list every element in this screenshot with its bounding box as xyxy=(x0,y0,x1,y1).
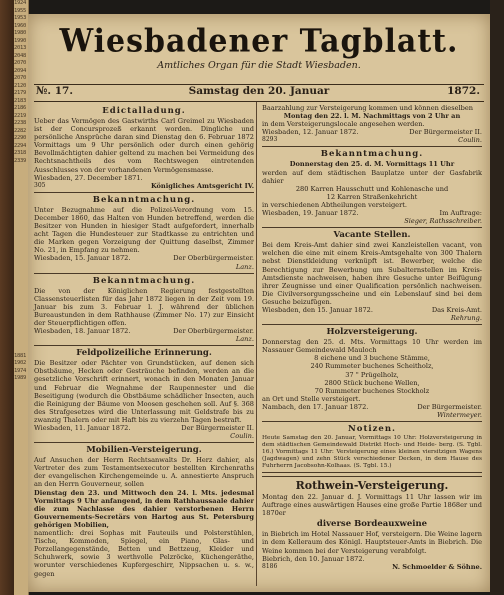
strip-number: 2120 xyxy=(14,82,27,89)
strip-number xyxy=(14,473,28,481)
strip-number: 2183 xyxy=(14,97,27,104)
notice-date: Wiesbaden, 19. Januar 1872. xyxy=(262,209,359,218)
strip-number: 2294 xyxy=(14,142,27,149)
issue-year: 1872. xyxy=(447,85,480,97)
notice-body: werden auf dem städtischen Bauplatze unter der Gasfabrik dahier xyxy=(262,168,482,185)
notice-body: Die von der Königlichen Regierung festgestellten Classensteuerlisten für das Jahr 1872 liegen in der Zeit vom 19. Januar bis zum 3. Februar l. J. während der üblichen Bureaustunden in dem Rathhause (Zimmer No. 17) zur Einsicht der Steuerpflichtigen offen. xyxy=(34,286,254,327)
divider xyxy=(262,146,482,147)
strip-number: 2219 xyxy=(14,112,27,119)
strip-number: 2179 xyxy=(14,90,27,96)
notice-item: 12 Karren Straßenkehricht xyxy=(326,192,418,201)
strip-number xyxy=(14,330,28,338)
notice-title: Feldpolizeiliche Erinnerung. xyxy=(76,348,212,359)
strip-number xyxy=(14,428,28,436)
notice-title: Holzversteigerung. xyxy=(326,327,418,338)
strip-number: 1955 xyxy=(14,7,27,14)
notice-date: Biebrich, den 10. Januar 1872. xyxy=(262,554,365,563)
notice-signature: Lanz. xyxy=(235,262,254,271)
strip-number xyxy=(14,383,28,391)
notice-mobilien xyxy=(34,445,254,577)
right-column xyxy=(262,104,482,573)
notice-title: Edictalladung. xyxy=(102,106,186,116)
divider xyxy=(34,442,254,443)
holz-item: 70 Rummeter buchenes Stockholz xyxy=(314,386,430,395)
strip-number xyxy=(14,300,28,308)
holz-item: 2800 Stück buchene Wellen, xyxy=(324,378,420,387)
notice-office: Der Oberbürgermeister. xyxy=(173,254,254,263)
notice-hundesteuer xyxy=(34,195,254,271)
strip-number xyxy=(14,540,28,548)
strip-number: 2238 xyxy=(14,120,27,126)
notice-highlight: diverse Bordeauxweine xyxy=(316,519,428,530)
notice-title: Bekanntmachung. xyxy=(92,275,196,286)
notice-office: Im Auftrage: xyxy=(439,209,482,218)
strip-number xyxy=(14,405,28,413)
notice-signature: Coulin. xyxy=(458,136,482,145)
strip-number xyxy=(14,578,28,586)
notice-signature: Coulin. xyxy=(230,432,254,441)
strip-number xyxy=(14,270,28,278)
strip-number: 2070 xyxy=(14,60,27,66)
notice-body: Ueber das Vermögen des Gastwirths Carl Greimel zu Wiesbaden ist der Concursprozeß erkannt worden. Dingliche und persönliche Ansprüche daran sind Dienstag den 6. Februar 1872 Vormittags um 9 Uhr persönlich oder durch einen gehörig Bevollmächtigten dahier geltend zu machen bei Vermeidung des Rechtsnachtheils des vom Rechtswegen eintretenden Ausschlusses von der vorhandenen Vermögensmasse. xyxy=(34,117,254,174)
strip-number xyxy=(14,218,28,226)
notice-body: Donnerstag den 25. d. Mts. Vormittags 10 Uhr werden im Nassauer Gemeindewald Mauloch xyxy=(262,338,482,355)
divider xyxy=(34,345,254,346)
notice-office: Der Oberbürgermeister. xyxy=(173,327,254,336)
strip-number xyxy=(14,563,28,571)
masthead xyxy=(28,24,490,71)
strip-number xyxy=(14,570,28,578)
notice-signature: Rehrung. xyxy=(450,314,482,323)
notice-date: Wiesbaden, 15. Januar 1872. xyxy=(34,254,131,263)
strip-number: 2318 xyxy=(14,150,27,156)
notice-body-highlight: Montag den 22. l. M. Nachmittags von 2 Uhr an xyxy=(283,112,461,121)
strip-number xyxy=(14,203,28,211)
strip-number xyxy=(14,510,28,518)
divider xyxy=(34,192,254,193)
strip-number xyxy=(14,458,28,466)
divider xyxy=(262,421,482,422)
strip-number xyxy=(14,210,28,218)
holz-item: 8 eichene und 3 buchene Stämme, xyxy=(314,354,430,363)
newspaper-subtitle: Amtliches Organ für die Stadt Wiesbaden. xyxy=(157,60,361,71)
strip-number: 1953 xyxy=(14,15,27,21)
notice-title: Bekanntmachung. xyxy=(320,149,424,160)
newspaper-title: Wiesbadener Tagblatt. xyxy=(59,23,459,60)
strip-number xyxy=(14,345,28,353)
notice-title: Mobilien-Versteigerung. xyxy=(86,445,202,456)
notice-item: 280 Karren Hausschutt und Kohlenasche und xyxy=(295,184,449,193)
strip-number xyxy=(14,263,28,271)
strip-number xyxy=(14,585,28,593)
holz-item: 37 " Prügelholz, xyxy=(345,370,399,379)
strip-number: 2290 xyxy=(14,135,27,141)
notice-date: Wiesbaden, den 15. Januar 1872. xyxy=(262,305,373,314)
notice-office: Das Kreis-Amt. xyxy=(431,305,482,314)
strip-number: 1881 xyxy=(14,352,27,359)
notice-body: Die Besitzer oder Pächter von Grundstücken, auf denen sich Obstbäume, Hecken oder Gesträuche befinden, werden an die gesetzliche Vorschrift erinnert, wonach in den Monaten Januar und Februar die Wegnahme der Raupennester und die Beseitigung (wodurch die Obstbäume schädlicher Insecten, auch die Reinigung der Bäume von Moosen geschehen soll. Auf §. 368 des Strafgesetzes wird die Unterlassung mit Geldstrafe bis zu zwanzig Thalern oder mit Haft bis zu vierzehn Tagen bestraft. xyxy=(34,359,254,424)
notice-body: Unter Bezugnahme auf die Polizei-Verordnung vom 15. December 1860, das Halten von Hunden betreffend, werden die Besitzer von Hunden in hiesiger Stadt aufgefordert, innerhalb acht Tagen die Hundesteuer zur Stadtkasse zu entrichten und die Marken gegen Vorzeigung der Quittung daselbst, Zimmer No. 21, in Empfang zu nehmen. xyxy=(34,205,254,255)
strip-number xyxy=(14,390,28,398)
divider xyxy=(262,472,482,477)
strip-number xyxy=(14,398,28,406)
divider xyxy=(262,227,482,228)
strip-number xyxy=(14,488,28,496)
strip-number: 1989 xyxy=(14,375,27,381)
notice-holzversteigerung xyxy=(262,327,482,419)
strip-number xyxy=(14,248,28,256)
divider xyxy=(262,324,482,325)
notice-signature: Sieger, Rathsschreiber. xyxy=(404,217,482,226)
notice-number: 8186 xyxy=(262,562,278,570)
previous-page-strip xyxy=(14,0,29,595)
notice-body: Heute Samstag den 20. Januar, Vormittags 10 Uhr: Holzversteigerung in dem städtischen Gemeindewald Distrikt Hoch- und Heide- berg. (S. Tgbl. 16.) Vormittags 11 Uhr: Versteigerung eines kleinen viersitzigen Wagens (Jagdwagen) und zehn Stück verschiedener Decken, in dem Hause des Fuhrherrn Jacobsohn-Kolhaas. (S. Tgbl. 15.) xyxy=(262,435,482,470)
notice-vacante-stellen xyxy=(262,230,482,322)
notice-title: Bekanntmachung. xyxy=(92,194,196,205)
strip-number xyxy=(14,225,28,233)
strip-number xyxy=(14,315,28,323)
strip-number: 2186 xyxy=(14,105,27,111)
notice-title: Rothwein-Versteigerung. xyxy=(295,479,449,493)
strip-number: 1902 xyxy=(14,360,27,366)
notice-date: Wiesbaden, 18. Januar 1872. xyxy=(34,327,131,336)
notice-signature: Lanz. xyxy=(235,335,254,344)
page-edge xyxy=(490,0,504,595)
strip-number xyxy=(14,165,28,173)
notice-classensteuer xyxy=(34,276,254,344)
strip-number: 1990 xyxy=(14,37,27,44)
strip-number: 1924 xyxy=(14,0,27,6)
left-column xyxy=(34,104,254,580)
notice-body: in verschiedenen Abtheilungen versteigert. xyxy=(262,200,407,209)
strip-number xyxy=(14,240,28,248)
notice-title: Notizen. xyxy=(348,424,396,435)
dateline xyxy=(34,84,484,102)
strip-number xyxy=(14,480,28,488)
strip-number xyxy=(14,465,28,473)
strip-number: 2013 xyxy=(14,45,27,51)
strip-number xyxy=(14,180,28,188)
strip-number xyxy=(14,233,28,241)
strip-number xyxy=(14,548,28,556)
notice-body: in dem Versteigerungslocale angesehen werden. xyxy=(262,120,425,129)
strip-number: 2282 xyxy=(14,127,27,134)
notice-body: Montag den 22. Januar d. J. Vormittags 11 Uhr lassen wir im Auftrage eines auswärtigen Hauses eine große Partie 1868er und 1870er xyxy=(262,493,482,518)
notice-office: Der Bürgermeister II. xyxy=(409,128,482,137)
strip-number xyxy=(14,533,28,541)
notice-body: in Biebrich im Hotel Nassauer Hof, versteigern. Die Weine lagern in dem Kelleraum des Königl. Hauptsteuer-Amts in Biebrich. Die Weine kommen bei der Versteigerung verabfolgt. xyxy=(262,530,482,555)
notice-date: Nambach, den 17. Januar 1872. xyxy=(262,402,369,411)
strip-number xyxy=(14,518,28,526)
notice-office: Der Bürgermeister. xyxy=(417,402,482,411)
strip-number xyxy=(14,495,28,503)
strip-number xyxy=(14,503,28,511)
newspaper-page xyxy=(28,14,490,592)
strip-number xyxy=(14,188,28,196)
strip-number xyxy=(14,173,28,181)
strip-number xyxy=(14,255,28,263)
notice-body-highlight: Dienstag den 23. und Mittwoch den 24. l. Mts. jedesmal Vormittags 9 Uhr anfangend, in dem Rathhaussaale dahier die zum Nachlasse des dahier verstorbenen Herrn Gouvernements-Secretärs von Hartog aus St. Petersburg gehörigen Mobilien, xyxy=(34,488,254,529)
notice-karren xyxy=(262,149,482,225)
notice-feldpolizei xyxy=(34,348,254,440)
strip-number: 2094 xyxy=(14,67,27,74)
strip-number: 2339 xyxy=(14,157,27,164)
strip-number xyxy=(14,338,28,346)
notice-date: Wiesbaden, 11. Januar 1872. xyxy=(34,424,131,432)
strip-number xyxy=(14,278,28,286)
notice-body: Bei dem Kreis-Amt dahier sind zwei Kanzleistellen vacant, von welchen die eine mit einem Kreis-Amtsgehalte von 300 Thalern nebst Dienstkleidung verknüpft ist. Bewerber, welche die Berechtigung zur Bewerbung um Subalternstellen im Kreis-Amtsdienste nachweisen, haben ihre Gesuche unter Beifügung ihrer Zeugnisse und einer Qualification persönlich nachweisen. Die Civilversorgungsscheine und ein Lebenslauf sind bei dem Gesuche beizufügen. xyxy=(262,241,482,306)
strip-number xyxy=(14,450,28,458)
strip-number xyxy=(14,413,28,421)
notice-notizen xyxy=(262,424,482,470)
notice-date: Wiesbaden, 27. December 1871. xyxy=(34,173,143,182)
issue-date: Samstag den 20. Januar xyxy=(188,85,330,97)
strip-number xyxy=(14,420,28,428)
issue-number: №. 17. xyxy=(36,85,73,97)
strip-number: 1974 xyxy=(14,367,27,374)
notice-mobilien-cont xyxy=(262,104,482,144)
notice-body: an Ort und Stelle versteigert. xyxy=(262,394,361,403)
notice-edictalladung xyxy=(34,106,254,190)
notice-signature: N. Schmoelder & Söhne. xyxy=(392,562,482,571)
divider xyxy=(34,273,254,274)
notice-rothwein xyxy=(262,479,482,571)
strip-number xyxy=(14,323,28,331)
book-binding xyxy=(0,0,14,595)
strip-number: 1980 xyxy=(14,30,27,36)
notice-number: 305 xyxy=(34,181,46,189)
notice-body-highlight: Donnerstag den 25. d. M. Vormittags 11 Uhr xyxy=(289,160,455,169)
strip-number: 2070 xyxy=(14,75,27,81)
notice-signature: Wintermeyer. xyxy=(436,411,482,419)
strip-number xyxy=(14,443,28,451)
notice-signature: Königliches Amtsgericht IV. xyxy=(150,181,254,190)
holz-item: 240 Rummeter buchenes Scheitholz, xyxy=(310,362,434,371)
notice-body: namentlich: drei Sophas mit Fauteuils und Polsterstühlen, Tische, Kommoden, Spiegel, ein Piano, Glas- und Porzellangegenstände, Betten und Bettzeug, Kleider und Schuhwerk, sowie 3 werthvolle Pelzröcke, Küchengeräthe, worunter verschiedenes Kupfergeschirr, Nippsachen u. s. w., gegen xyxy=(34,529,254,578)
strip-number xyxy=(14,308,28,316)
strip-number: 2048 xyxy=(14,52,27,59)
strip-number xyxy=(14,555,28,563)
notice-office: Der Bürgermeister II. xyxy=(181,424,254,432)
strip-number xyxy=(14,293,28,301)
notice-title: Vacante Stellen. xyxy=(333,230,411,241)
notice-number: 8293 xyxy=(262,136,278,144)
strip-number xyxy=(14,195,28,203)
notice-date: Wiesbaden, 12. Januar 1872. xyxy=(262,128,359,137)
notice-body: Auf Ansuchen der Herrn Rechtsanwalts Dr. Herz dahier, als Vertreter des zum Testamentsexecutor bestellten Kirchenraths der evangelischen Kirchengemeinde u. A. annestierte Anspruch an den Herrn Gouverneur, sollen xyxy=(34,456,254,489)
strip-number: 1960 xyxy=(14,22,27,29)
strip-number xyxy=(14,525,28,533)
strip-number xyxy=(14,435,28,443)
column-divider xyxy=(256,102,257,586)
notice-body: Baarzahlung zur Versteigerung kommen und können dieselben xyxy=(262,104,473,112)
strip-number xyxy=(14,285,28,293)
